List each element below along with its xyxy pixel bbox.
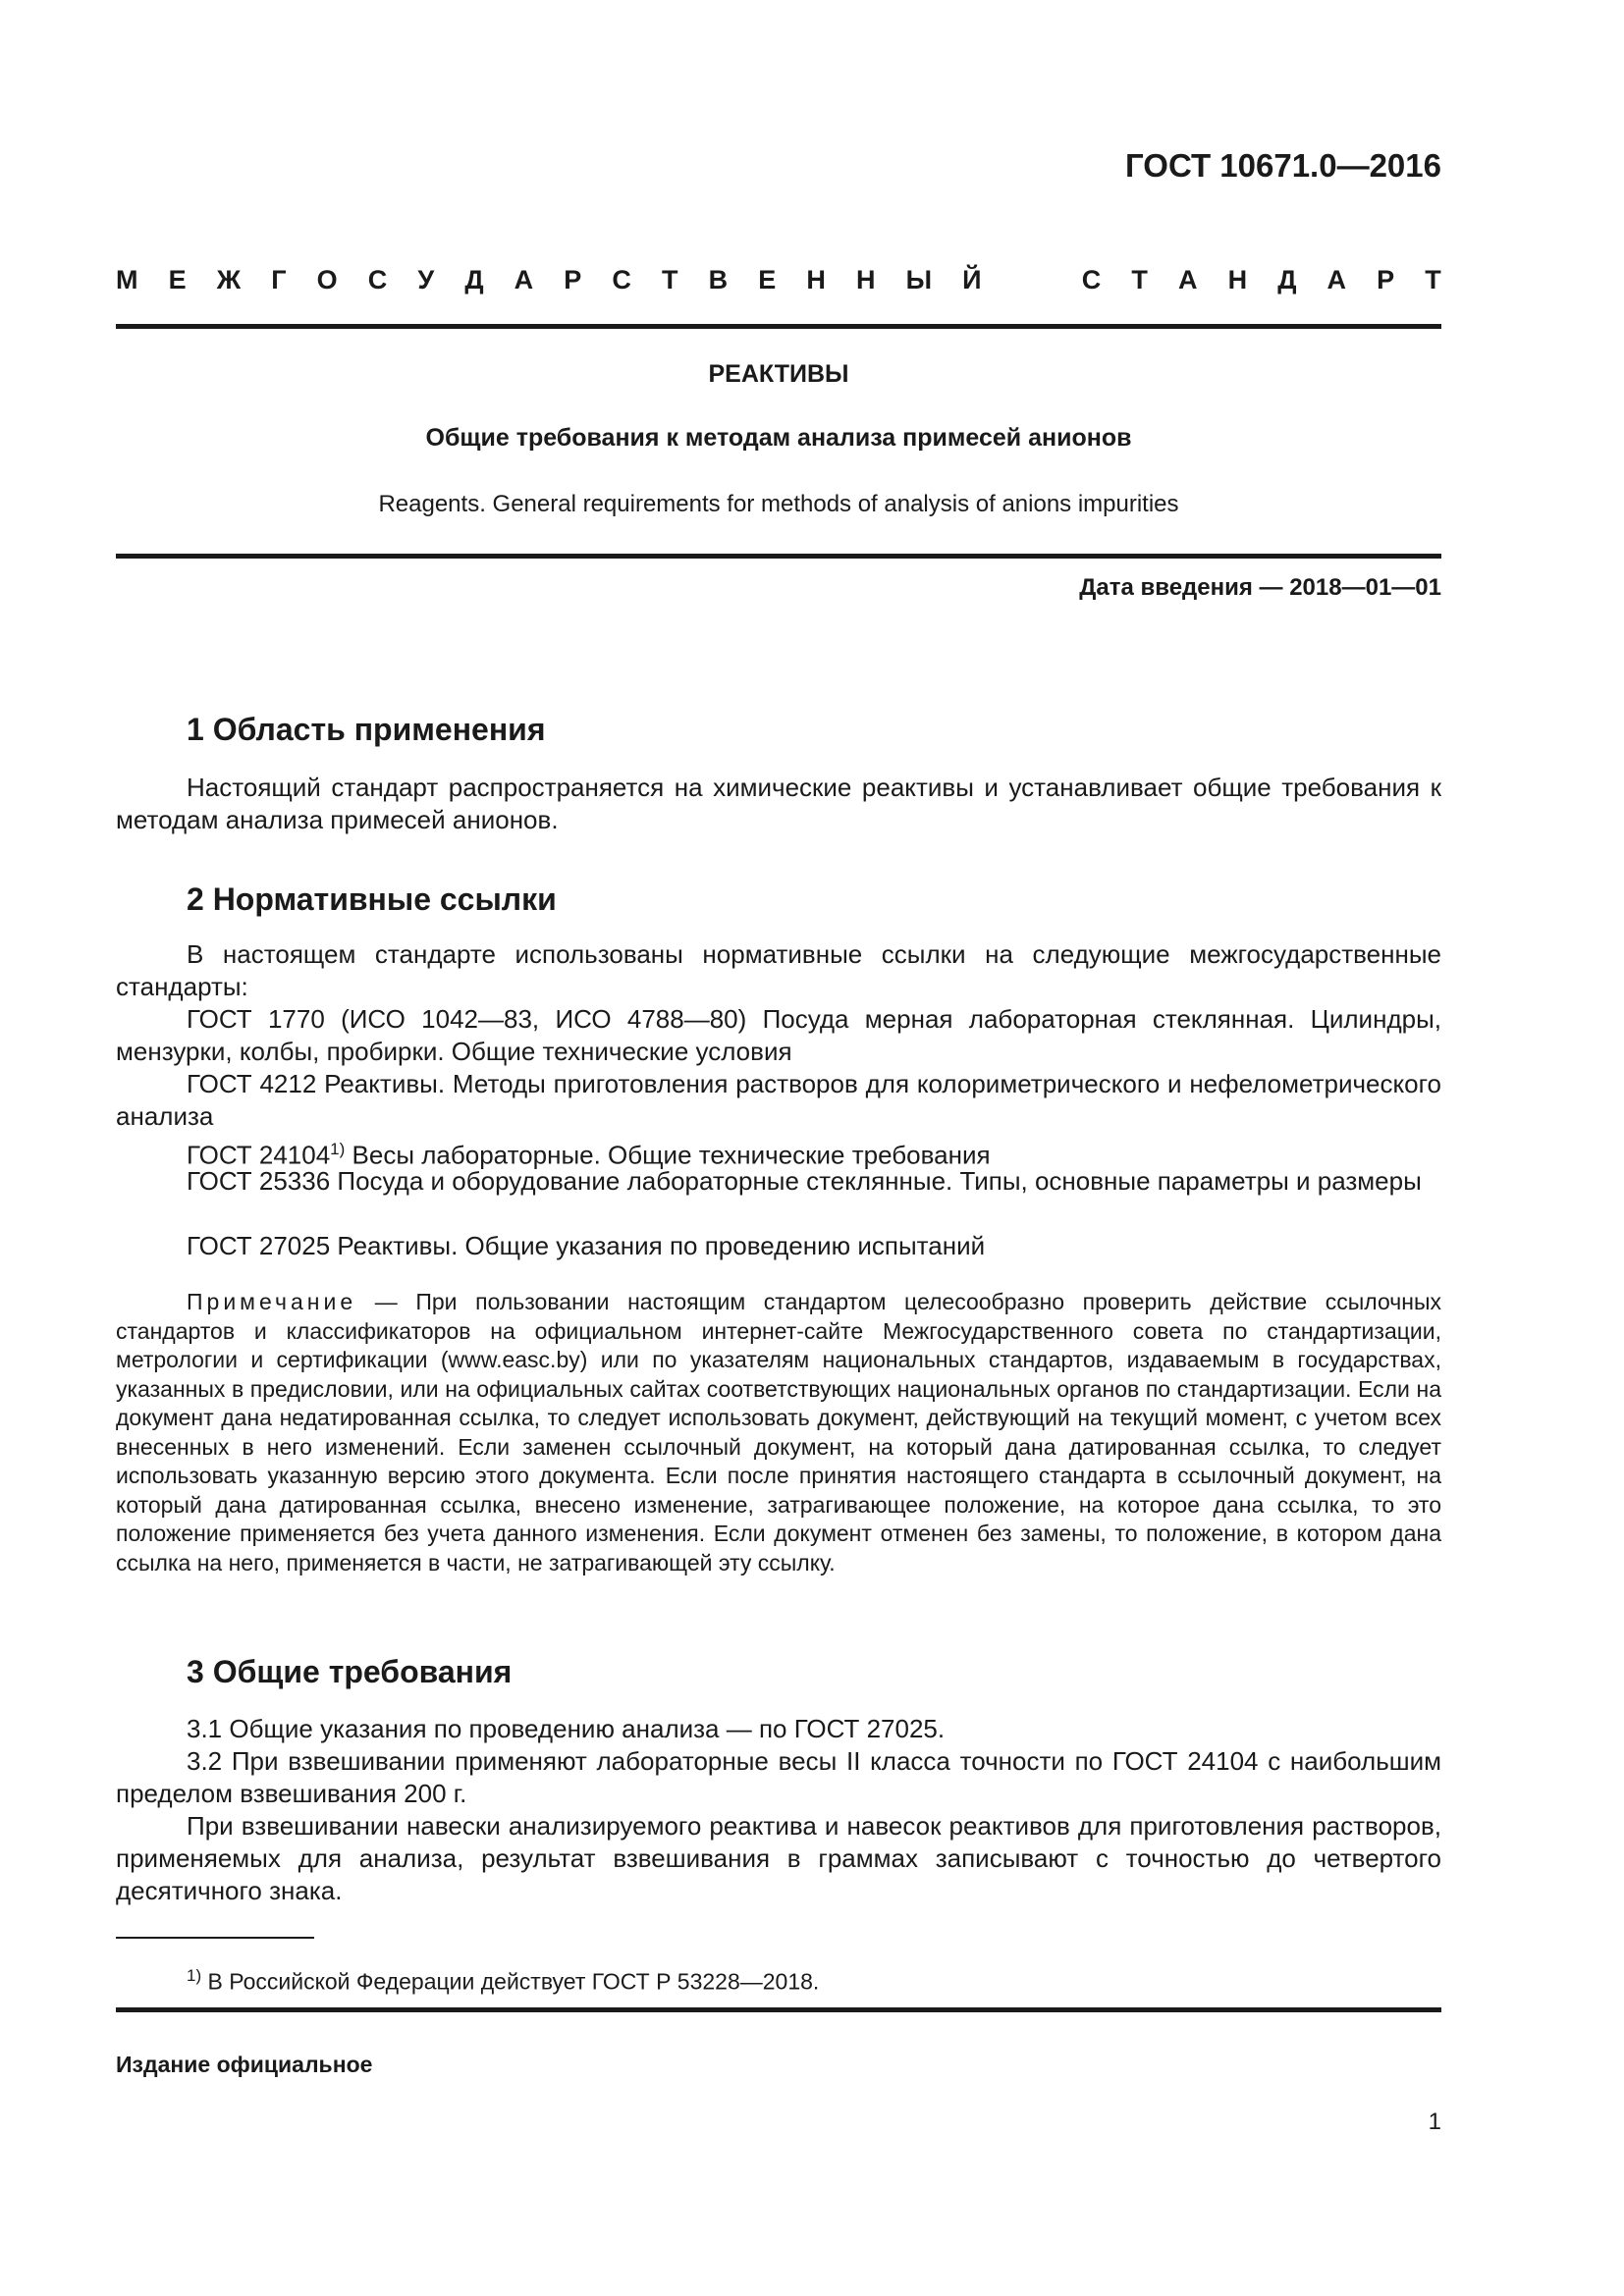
footer-rule	[116, 2007, 1441, 2012]
reference-item: ГОСТ 27025 Реактивы. Общие указания по проведению испытаний	[187, 1231, 986, 1260]
footnote-ref: 1)	[330, 1140, 346, 1158]
document-code: ГОСТ 10671.0—2016	[1125, 147, 1441, 184]
reference-item: ГОСТ 4212 Реактивы. Методы приготовления растворов для колориметрического и нефелометрического анализа	[116, 1069, 1441, 1131]
kind-letter: А	[1177, 265, 1198, 294]
footnote-separator	[116, 1937, 314, 1939]
section-1-text: Настоящий стандарт распространяется на химические реактивы и устанавливает общие требования к методам анализа примесей анионов.	[116, 773, 1441, 834]
kind-letter: В	[708, 265, 729, 294]
title-english: Reagents. General requirements for methods of analysis of anions impurities	[378, 491, 1179, 517]
kind-letter: М	[116, 265, 138, 294]
kind-letter: Й	[962, 265, 982, 294]
header-rule	[116, 324, 1441, 329]
title-sub: Общие требования к методам анализа примесей анионов	[425, 424, 1132, 452]
section-1-heading: 1 Область применения	[187, 712, 546, 747]
kind-letter: Д	[1277, 265, 1297, 294]
kind-letter: Е	[168, 265, 187, 294]
title-main: РЕАКТИВЫ	[708, 360, 849, 388]
section-2-intro: В настоящем стандарте использованы нормативные ссылки на следующие межгосударственные стандарты:	[116, 939, 1441, 1001]
kind-letter: Н	[1227, 265, 1248, 294]
kind-letter: Г	[271, 265, 287, 294]
kind-letter: С	[1081, 265, 1102, 294]
kind-letter: Е	[758, 265, 777, 294]
kind-letter: Р	[1377, 265, 1395, 294]
kind-letter: Р	[564, 265, 582, 294]
section-3-heading: 3 Общие требования	[187, 1654, 513, 1689]
clause-3-2: 3.2 При взвешивании применяют лабораторные весы II класса точности по ГОСТ 24104 с наибольшим пределом взвешивания 200 г.	[116, 1746, 1441, 1808]
kind-letter: Ы	[905, 265, 933, 294]
footnote-mark: 1)	[187, 1966, 202, 1985]
kind-letter: С	[612, 265, 631, 294]
clause-3-2-weighing: При взвешивании навески анализируемого реактива и навесок реактивов для приготовления растворов, применяемых для анализа, результат взвешивания в граммах записывают с точностью до четвертого десятичного знака.	[116, 1811, 1441, 1905]
kind-letter: Д	[464, 265, 484, 294]
section-2-heading: 2 Нормативные ссылки	[187, 881, 557, 917]
kind-letter: С	[367, 265, 388, 294]
footnote: $^{1)}$ В Российской Федерации действует ГОСТ Р 53228—2018.	[187, 1966, 820, 1995]
kind-letter: А	[514, 265, 534, 294]
reference-item: ГОСТ 25336 Посуда и оборудование лабораторные стеклянные. Типы, основные параметры и размеры	[187, 1166, 1422, 1196]
references-note: Примечание — При пользовании настоящим стандартом целесообразно проверить действие ссылочных стандартов и классификаторов на официальном интернет-сайте Межгосударственного совета по стандартизации, метрологии и сертификации (www.easc.by) или по указателям национальных стандартов, издаваемым в государствах, указанных в предисловии, или на официальных сайтах соответствующих национальных органов по стандартизации. Если на документ дана недатированная ссылка, то следует использовать документ, действующий на текущий момент, с учетом всех внесенных в него изменений. Если заменен ссылочный документ, на который дана датированная ссылка, то следует использовать указанную версию этого документа. Если после принятия настоящего стандарта в ссылочный документ, на который дана датированная ссылка, внесено изменение, затрагивающее положение, на которое дана ссылка, то это положение применяется без учета данного изменения. Если документ отменен без замены, то положение, в котором дана ссылка на него, применяется в части, не затрагивающей эту ссылку.	[116, 1289, 1441, 1575]
title-rule	[116, 554, 1441, 559]
kind-letter: У	[417, 265, 435, 294]
kind-letter: Ж	[216, 265, 242, 294]
note-label: Примечание	[187, 1289, 357, 1314]
page-number: 1	[1428, 2109, 1441, 2135]
word-gap	[1012, 265, 1052, 295]
kind-letter: Н	[855, 265, 876, 294]
reference-item: ГОСТ 24104$^{1)}$ Весы лабораторные. Общие технические требования	[187, 1140, 991, 1170]
kind-letter: Т	[1131, 265, 1148, 294]
kind-letter: А	[1326, 265, 1347, 294]
kind-letter: Н	[806, 265, 826, 294]
edition-label: Издание официальное	[116, 2052, 373, 2077]
introduction-date: Дата введения — 2018—01—01	[1079, 574, 1441, 601]
kind-letter: Т	[1425, 265, 1441, 294]
standard-kind-line	[116, 265, 1441, 295]
kind-letter: О	[316, 265, 338, 294]
reference-item: ГОСТ 1770 (ИСО 1042—83, ИСО 4788—80) Посуда мерная лабораторная стеклянная. Цилиндры, мензурки, колбы, пробирки. Общие технические условия	[116, 1004, 1441, 1066]
clause-3-1: 3.1 Общие указания по проведению анализа — по ГОСТ 27025.	[187, 1714, 946, 1743]
kind-letter: Т	[662, 265, 678, 294]
